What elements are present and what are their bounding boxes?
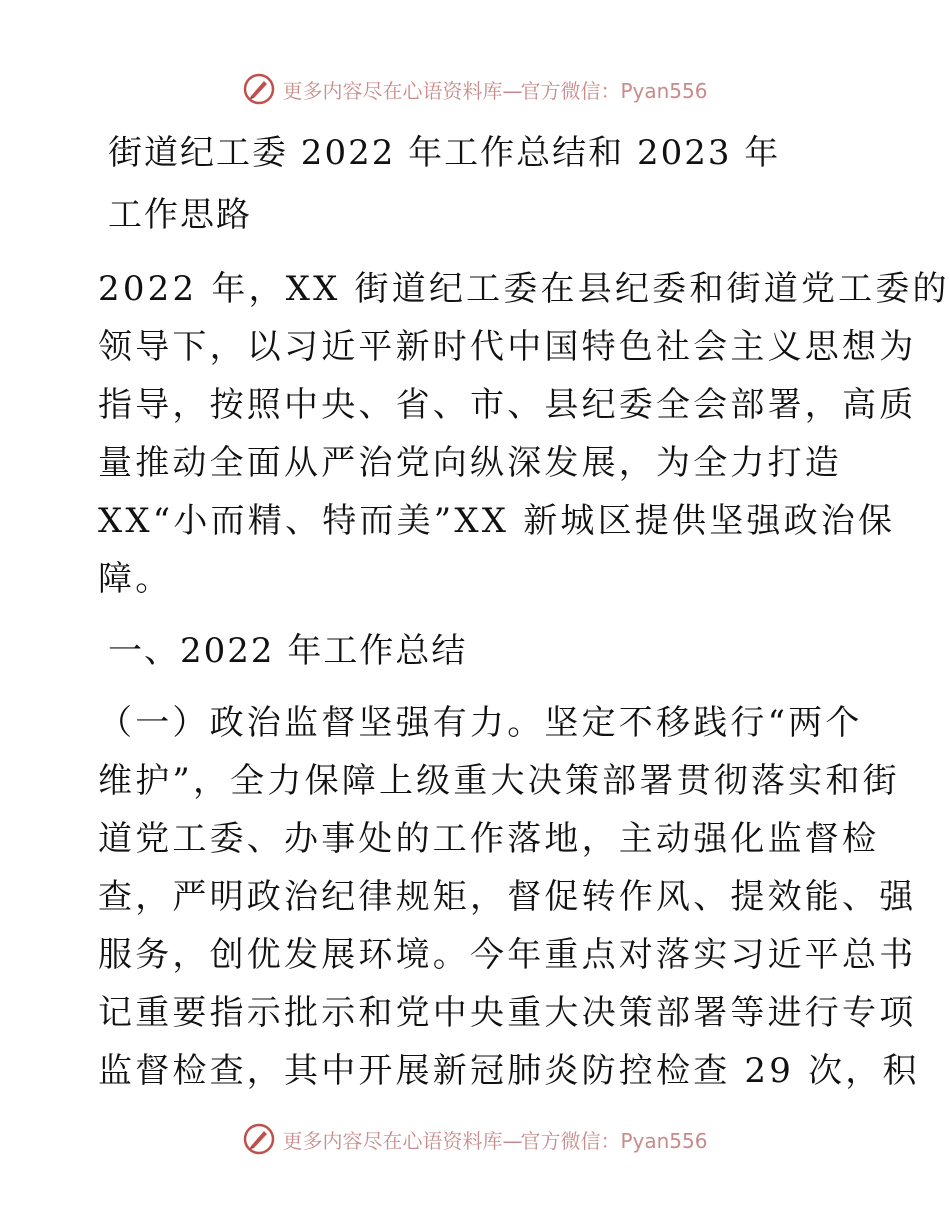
watermark-main-text: 更多内容尽在心语资料库 (282, 78, 503, 103)
watermark-dash: — (502, 78, 521, 103)
intro-paragraph (98, 260, 950, 608)
section-1-line: 维护”，全力保障上级重大决策部署贯彻落实和街 (98, 761, 900, 801)
watermark-main-text: 更多内容尽在心语资料库 (282, 1128, 503, 1153)
quill-logo-icon (242, 1122, 276, 1156)
section-1-line: 道党工委、办事处的工作落地，主动强化监督检 (98, 819, 880, 859)
section-1-line: 服务，创优发展环境。今年重点对落实习近平总书 (98, 935, 917, 975)
watermark-tail-text: 官方微信：Pyan556 (520, 78, 708, 103)
intro-line: 领导下，以习近平新时代中国特色社会主义思想为 (98, 327, 917, 367)
intro-line: 2022 年，XX 街道纪工委在县纪委和街道党工委的 (98, 269, 950, 309)
section-1-line: （一）政治监督坚强有力。坚定不移践行“两个 (98, 703, 863, 743)
intro-line: 指导，按照中央、省、市、县纪委全会部署，高质 (98, 385, 917, 425)
intro-line: XX“小而精、特而美”XX 新城区提供坚强政治保 (98, 501, 896, 541)
intro-line: 量推动全面从严治党向纵深发展，为全力打造 (98, 443, 842, 483)
section-1-line: 查，严明政治纪律规矩，督促转作风、提效能、强 (98, 877, 917, 917)
intro-line: 障。 (98, 559, 173, 599)
watermark-footer (0, 1122, 950, 1156)
document-body (98, 122, 950, 1100)
section-1-heading: 一、2022 年工作总结 (108, 631, 468, 671)
section-1-line: 记重要指示批示和党中央重大决策部署等进行专项 (98, 993, 917, 1033)
section-1-line: 监督检查，其中开展新冠肺炎防控检查 29 次，积 (98, 1051, 920, 1091)
watermark-text (282, 75, 707, 104)
watermark-text (282, 1125, 707, 1154)
document-title-line-2: 工作思路 (108, 195, 252, 235)
section-1-paragraph (98, 694, 920, 1100)
quill-logo-icon (242, 72, 276, 106)
watermark-tail-text: 官方微信：Pyan556 (520, 1128, 708, 1153)
watermark-dash: — (502, 1128, 521, 1153)
document-title-line-1: 街道纪工委 2022 年工作总结和 2023 年 (108, 133, 781, 173)
watermark-header (0, 72, 950, 106)
